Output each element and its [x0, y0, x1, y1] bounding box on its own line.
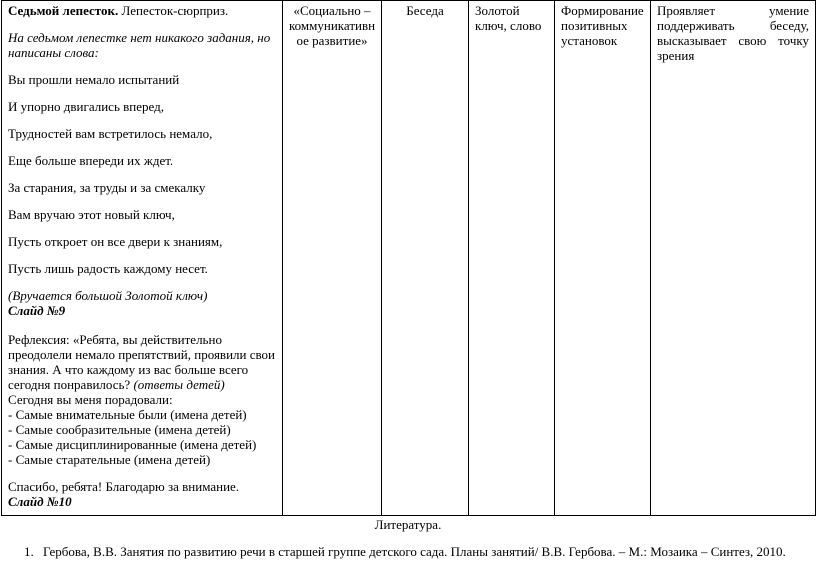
petal-title: [8, 3, 276, 18]
reflection-question: Рефлексия: «Ребята, вы действительно преодолели немало препятствий, проявили свои знания. А что каждому из вас больше всего сегодня понравилось?: [8, 332, 275, 392]
table-row: [2, 1, 816, 516]
educational-area-cell: «Социально – коммуникативн ое развитие»: [283, 1, 382, 516]
thanks-text: Спасибо, ребята! Благодарю за внимание.: [8, 479, 240, 494]
poem-line: Пусть лишь радость каждому несет.: [8, 261, 208, 276]
form-cell: Беседа: [382, 1, 469, 516]
petal-title-rest: Лепесток-сюрприз.: [118, 3, 229, 18]
materials-cell: Золотой ключ, слово: [469, 1, 555, 516]
stage-description-cell: [2, 1, 283, 516]
literature-item-number: 1.: [24, 544, 34, 559]
poem-line: И упорно двигались вперед,: [8, 99, 164, 114]
petal-intro: На седьмом лепестке нет никакого задания, но написаны слова:: [8, 30, 271, 60]
literature-title: Литература.: [374, 517, 442, 532]
list-item: - Самые старательные (имена детей): [8, 452, 211, 467]
literature-item-text: Гербова, В.В. Занятия по развитию речи в старшей группе детского сада. Планы занятий/ В.В. Гербова. – М.: Мозаика – Синтез, 2010.: [43, 544, 786, 559]
poem: [8, 72, 276, 276]
list-item: - Самые сообразительные (имена детей): [8, 422, 231, 437]
slide-10-label: Слайд №10: [8, 494, 72, 509]
reflection-text: [8, 332, 276, 392]
award-note: (Вручается большой Золотой ключ): [8, 288, 208, 303]
slide-9-label: Слайд №9: [8, 303, 66, 318]
poem-line: Пусть откроет он все двери к знаниям,: [8, 234, 223, 249]
literature-item: [24, 544, 816, 560]
goal-cell: Формирование позитивных установок: [555, 1, 651, 516]
list-item: - Самые дисциплинированные (имена детей): [8, 437, 257, 452]
poem-line: Вы прошли немало испытаний: [8, 72, 180, 87]
poem-line: За старания, за труды и за смекалку: [8, 180, 206, 195]
poem-line: Трудностей вам встретилось немало,: [8, 126, 213, 141]
outcome-cell: Проявляет умение поддерживать беседу, высказывает свою точку зрения: [651, 1, 816, 516]
pleased-text: Сегодня вы меня порадовали:: [8, 392, 173, 407]
list-item: - Самые внимательные были (имена детей): [8, 407, 247, 422]
petal-title-bold: Седьмой лепесток.: [8, 3, 119, 18]
lesson-table: [1, 0, 816, 516]
poem-line: Вам вручаю этот новый ключ,: [8, 207, 175, 222]
poem-line: Еще больше впереди их ждет.: [8, 153, 174, 168]
reflection-answers: (ответы детей): [130, 377, 225, 392]
